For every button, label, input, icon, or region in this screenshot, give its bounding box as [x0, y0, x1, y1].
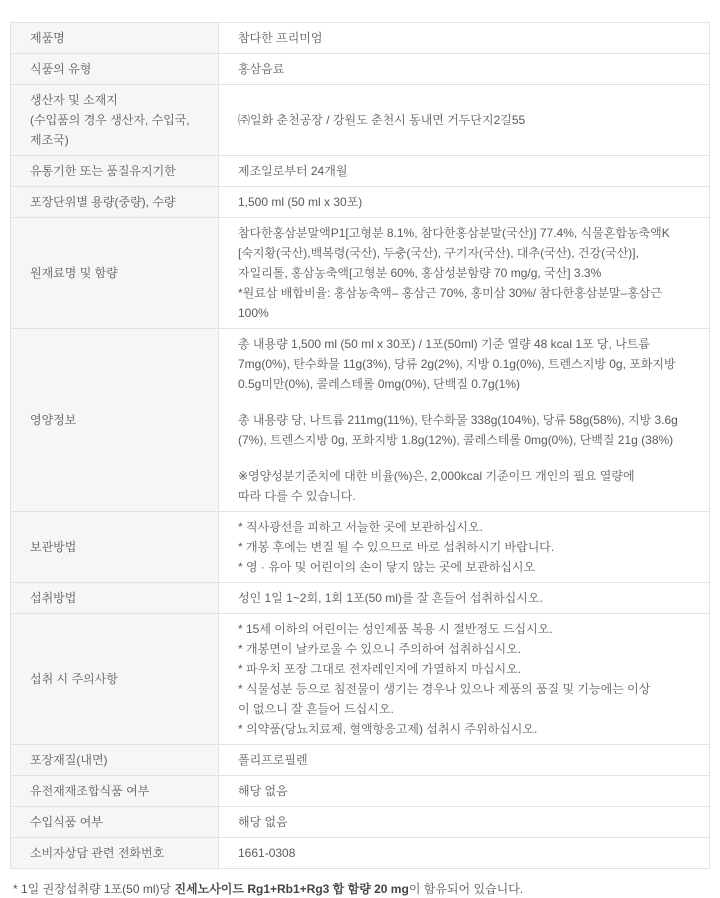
- label-cell-consumer-phone: [11, 838, 219, 869]
- paragraph-gap: [238, 394, 695, 410]
- label-cell-food-type: [11, 54, 219, 85]
- table-row-product-name: [11, 23, 710, 54]
- value-line: 참다한홍삼분말액P1[고형분 8.1%, 참다한홍삼분말(국산)] 77.4%, 식물혼합농축액K: [238, 226, 670, 240]
- label-line: 보관방법: [30, 540, 77, 554]
- label-cell-gmo-status: [11, 776, 219, 807]
- value-line: * 개봉면이 날카로울 수 있으니 주의하여 섭취하십시오.: [238, 642, 522, 656]
- footnote-prefix: * 1일 권장섭취량 1포(50 ml)당: [13, 882, 175, 896]
- value-line: 7mg(0%), 탄수화물 11g(3%), 당류 2g(2%), 지방 0.1g(0%), 트렌스지방 0g, 포화지방: [238, 357, 676, 371]
- value-line: 총 내용량 당, 나트륨 211mg(11%), 탄수화물 338g(104%), 당류 58g(58%), 지방 3.6g: [238, 413, 678, 427]
- label-line: (수입품의 경우 생산자, 수입국,: [30, 113, 190, 127]
- label-line: 제조국): [30, 133, 69, 147]
- value-line: 해당 없음: [238, 815, 288, 829]
- table-row-nutrition-info: [11, 329, 710, 512]
- value-line: 제조일로부터 24개월: [238, 164, 348, 178]
- label-cell-package-material: [11, 745, 219, 776]
- value-line: 홍삼음료: [238, 62, 285, 76]
- label-cell-imported-food-status: [11, 807, 219, 838]
- label-cell-intake-cautions: [11, 614, 219, 745]
- value-line: ※영양성분기준치에 대한 비율(%)은, 2,000kcal 기준이므 개인의 필요 열량에: [238, 469, 635, 483]
- value-cell-imported-food-status: [219, 807, 710, 838]
- table-row-package-unit-volume: [11, 187, 710, 218]
- table-row-intake-method: [11, 583, 710, 614]
- value-line: 참다한 프리미엄: [238, 31, 323, 45]
- value-line: 1661-0308: [238, 846, 296, 860]
- value-cell-intake-cautions: [219, 614, 710, 745]
- value-line: 0.5g미만(0%), 콜레스테롤 0mg(0%), 단백질 0.7g(1%): [238, 377, 520, 391]
- value-cell-shelf-life: [219, 156, 710, 187]
- value-line: ㈜일화 춘천공장 / 강원도 춘천시 동내면 거두단지2길55: [238, 113, 526, 127]
- table-row-package-material: [11, 745, 710, 776]
- label-cell-storage-method: [11, 512, 219, 583]
- table-row-shelf-life: [11, 156, 710, 187]
- value-line: 따라 다를 수 있습니다.: [238, 489, 356, 503]
- product-info-table-body: [11, 23, 710, 869]
- label-line: 원재료명 및 함량: [30, 266, 118, 280]
- footnote-ginsenoside-content: 진세노사이드 Rg1+Rb1+Rg3 합 함량 20 mg: [174, 882, 409, 896]
- label-cell-package-unit-volume: [11, 187, 219, 218]
- value-cell-nutrition-info: [219, 329, 710, 512]
- value-line: 1,500 ml (50 ml x 30포): [238, 195, 363, 209]
- label-line: 섭취 시 주의사항: [30, 672, 118, 686]
- table-row-ingredients: [11, 218, 710, 329]
- label-cell-producer-location: [11, 85, 219, 156]
- table-row-gmo-status: [11, 776, 710, 807]
- label-cell-product-name: [11, 23, 219, 54]
- value-line: * 의약품(당뇨치료제, 혈액항응고제) 섭취시 주위하십시오.: [238, 722, 538, 736]
- label-line: 수입식품 여부: [30, 815, 103, 829]
- value-line: 총 내용량 1,500 ml (50 ml x 30포) / 1포(50ml) 기준 열량 48 kcal 1포 당, 나트륨: [238, 337, 650, 351]
- value-line: 해당 없음: [238, 784, 288, 798]
- table-row-imported-food-status: [11, 807, 710, 838]
- label-line: 포장단위별 용량(중량), 수량: [30, 195, 176, 209]
- product-info-table: [10, 22, 710, 869]
- label-line: 제품명: [30, 31, 65, 45]
- value-cell-ingredients: [219, 218, 710, 329]
- label-line: 영양정보: [30, 413, 77, 427]
- label-line: 섭취방법: [30, 591, 77, 605]
- value-line: 성인 1일 1~2회, 1회 1포(50 ml)를 잘 흔들어 섭취하십시오.: [238, 591, 543, 605]
- value-line: [숙지황(국산),백복령(국산), 두충(국산), 구기자(국산), 대추(국산), 건강(국산)],: [238, 246, 639, 260]
- value-line: (7%), 트렌스지방 0g, 포화지방 1.8g(12%), 콜레스테롤 0mg(0%), 단백질 21g (38%): [238, 433, 674, 447]
- table-row-intake-cautions: [11, 614, 710, 745]
- value-cell-package-material: [219, 745, 710, 776]
- table-row-storage-method: [11, 512, 710, 583]
- label-line: 식품의 유형: [30, 62, 92, 76]
- label-cell-shelf-life: [11, 156, 219, 187]
- footnote: [13, 880, 710, 898]
- value-line: *원료삼 배합비율: 홍삼농축액– 홍삼근 70%, 홍미삼 30%/ 참다한홍삼분말–홍삼근 100%: [238, 286, 662, 320]
- value-line: * 15세 이하의 어린이는 성인제품 복용 시 절반정도 드십시오.: [238, 622, 553, 636]
- value-line: * 파우치 포장 그대로 전자레인지에 가열하지 마십시오.: [238, 662, 522, 676]
- value-line: 이 없으니 잘 흔들어 드십시오.: [238, 702, 394, 716]
- value-cell-food-type: [219, 54, 710, 85]
- value-line: * 식물성분 등으로 침전물이 생기는 경우나 있으나 제품의 품질 및 기능에는 이상: [238, 682, 651, 696]
- label-cell-intake-method: [11, 583, 219, 614]
- value-cell-storage-method: [219, 512, 710, 583]
- value-line: * 직사광선을 피하고 서늘한 곳에 보관하십시오.: [238, 520, 483, 534]
- label-line: 소비자상담 관련 전화번호: [30, 846, 165, 860]
- value-cell-gmo-status: [219, 776, 710, 807]
- footnote-suffix: 이 함유되어 있습니다.: [408, 882, 524, 896]
- label-line: 포장재질(내면): [30, 753, 108, 767]
- label-line: 생산자 및 소재지: [30, 93, 118, 107]
- table-row-consumer-phone: [11, 838, 710, 869]
- value-cell-consumer-phone: [219, 838, 710, 869]
- value-line: 폴리프로필렌: [238, 753, 308, 767]
- table-row-food-type: [11, 54, 710, 85]
- value-cell-intake-method: [219, 583, 710, 614]
- label-line: 유통기한 또는 품질유지기한: [30, 164, 176, 178]
- label-line: 유전재재조합식품 여부: [30, 784, 150, 798]
- label-cell-ingredients: [11, 218, 219, 329]
- value-line: 자일리톨, 홍삼농축액[고형분 60%, 홍삼성분함량 70 mg/g, 국산] 3.3%: [238, 266, 602, 280]
- value-cell-product-name: [219, 23, 710, 54]
- value-line: * 개봉 후에는 변질 될 수 있으므로 바로 섭취하시기 바랍니다.: [238, 540, 555, 554]
- table-row-producer-location: [11, 85, 710, 156]
- value-cell-package-unit-volume: [219, 187, 710, 218]
- value-cell-producer-location: [219, 85, 710, 156]
- label-cell-nutrition-info: [11, 329, 219, 512]
- paragraph-gap: [238, 450, 695, 466]
- value-line: * 영 · 유아 및 어린이의 손이 닿지 않는 곳에 보관하십시오: [238, 560, 536, 574]
